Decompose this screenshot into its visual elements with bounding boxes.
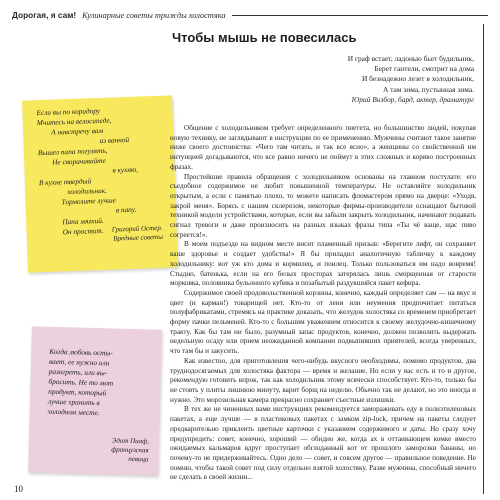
note-author: Григорий Остер. <box>111 223 163 234</box>
epigraph-line: А там зима, пустынная зима. <box>383 84 474 94</box>
note-role: певица <box>128 454 149 464</box>
sticky-note-pink <box>28 326 162 475</box>
poem-line: Тормозите лучше <box>61 195 117 207</box>
body-paragraph: Содержимое своей продовольственной корзины, конечно, каждый определяет сам — на вкус и цвет (и карман!) товарищей нет. Кто-то от лени или неумения предпочитает питаться полуфабрикатами, стремясь на практике доказать, что желудок холостяка со временем приобретает форму пачки пельменей. Кто-то с большим уважением относится к своему желудочно-кишечному тракту. Как бы там ни было, разумный запас продуктов, конечно, должен позволить выдержать недельную осаду или прием неожиданной компании подвыпивших приятелей, всегда уверенных, что там бы и закусить. <box>170 288 476 356</box>
note-attribution <box>38 435 149 465</box>
poem-line: холодильник. <box>67 185 108 197</box>
poem-line: бросить. Не то мот <box>48 376 114 388</box>
poem-line: Он простит. <box>62 225 104 237</box>
poem-line: продукт, который <box>48 386 107 398</box>
poem-line: Папа мягкий. <box>62 215 104 227</box>
poem-line: В кухне твердый <box>38 176 92 188</box>
header-rule <box>232 15 488 16</box>
poem-line: Если вы по коридору <box>36 105 101 118</box>
book-title: Дорогая, я сам! <box>12 10 77 20</box>
body-paragraph: Общение с холодильником требует определенного пиетета, но большинство людей, покупая новую технику, не заглядывают в инструкции по ее применению. Мужчины считают такое занятие ниже своего достоинства: «Чего там читать, и так все ясно», а женщины со свойственной им интуицией догадываются, что все равно ничего не поймут в этих сложных и коряво построенных фразах. <box>170 124 476 171</box>
poem-line: А навстречу вам <box>51 125 104 137</box>
epigraph-line: И безнадежно лезет в холодильник, <box>362 74 474 84</box>
poem-line: разогреть, или вы- <box>48 366 108 378</box>
epigraph <box>190 54 474 105</box>
running-header <box>12 4 488 26</box>
poem-line: холодном месте. <box>47 406 100 418</box>
poem-line: из ванной <box>99 134 130 145</box>
body-paragraph: В тех же не чиненных вами инструкциях рекомендуется замораживать еду в полиэтиленовых пакетах, а еще лучше — в пластиковых пакетах с замком zip-lock, причем на пакеты следует предварительно приклеить цветные карточки с указанием содержимого и даты. Но сразу хочу предупредить: совет, конечно, хороший — обидно же, когда ах в оттаивающем комке вместо ожидаемых кальмаров вдруг проступает обглоданный кот от прошлого заморозки бананы, но почему-то не придерживайтесь. Одно дело — совет, и совсем другое — правильное поведение. Не помню, чтобы такой совет под силу отдельно взятой холостяку. Разве мужчина, способный ничего не сделать в своей жизни... <box>170 405 476 482</box>
note-poem <box>48 347 156 420</box>
epigraph-line: Берет гантели, смотрит на дома <box>374 64 474 74</box>
note-poem <box>36 104 164 238</box>
note-role: французская <box>111 445 149 455</box>
poem-line: Мчитесь на велосипеде, <box>36 115 112 128</box>
poem-line: вает, ее нужно или <box>48 356 110 368</box>
poem-line: в папу. <box>115 204 137 215</box>
epigraph-line: И граф встает, ладонью бьет будильник, <box>347 54 474 63</box>
poem-line: Вышел папа погулять, <box>37 145 108 158</box>
note-attribution <box>37 224 164 246</box>
body-paragraph: В моем подъезде на видном месте висит пламенный призыв: «Берегите лифт, он сохраняет ваше здоровье и создает удобства!» Я бы приладил аналогичную табличку к каждому холодильнику: вот уж кто дома и кормилец, и поилец. Только пользоваться им надо вовремя! Стыдно, батенька, если на его белых просторах затерялась лишь сморщенная от старости морковка, половинка бульонного кубика и позабытый раздувшийся пакет кефира. <box>170 240 476 288</box>
poem-line: в кухню, <box>112 164 139 175</box>
chapter-title: Чтобы мышь не повесилась <box>172 30 357 45</box>
note-source: Вредные советы <box>113 232 164 243</box>
right-margin-rule <box>483 24 484 494</box>
page-number: 10 <box>14 484 23 494</box>
note-author: Эдит Пиаф, <box>111 436 150 446</box>
epigraph-attribution: Юрий Визбор, бард, актер, драматург <box>351 94 474 104</box>
poem-line: Когда любовь осты- <box>49 346 113 358</box>
poem-line: Не сворачивайте <box>52 155 106 167</box>
body-paragraph: Как известно, для приготовления чего-нибудь вкусного необходимы, помимо продуктов, два труднодосягаемых для холостяка фактора — время и желание. Но если у вас есть и то и другое, рекомендую готовить впрок, так как холодильник этому всячески способствует. Кто-то, только бы не стоять у плиты лишнюю минуту, варит борщ на неделю. Обычно так не делают, но это иногда и нужно. Это морозильная камера прекрасно сохраняет съестные излишки. <box>170 356 476 404</box>
book-subtitle: Кулинарные советы трижды холостяка <box>82 10 226 20</box>
poem-line: лучше хранить в <box>47 396 100 408</box>
sticky-note-yellow <box>22 95 178 272</box>
body-text <box>170 124 476 483</box>
body-paragraph: Простейшие правила обращения с холодильником основаны на главном постулате: его съедобное содержимое не любит повышенной температуры. Не оставляйте холодильник открытым, а если с памятью плохо, то можете написать фломастером прямо на дверце: «Уходя, закрой меня». Борясь с нашим склерозом, некоторые фирмы-производители оснащают бытовой техникой модели устройствами, которые, если вы забыли закрыть холодильник, начинают подавать сигнал тревоги и даже произносить на разных языках фразы типа «Ты чё ваще, щас пиво согреется!». <box>170 172 476 239</box>
